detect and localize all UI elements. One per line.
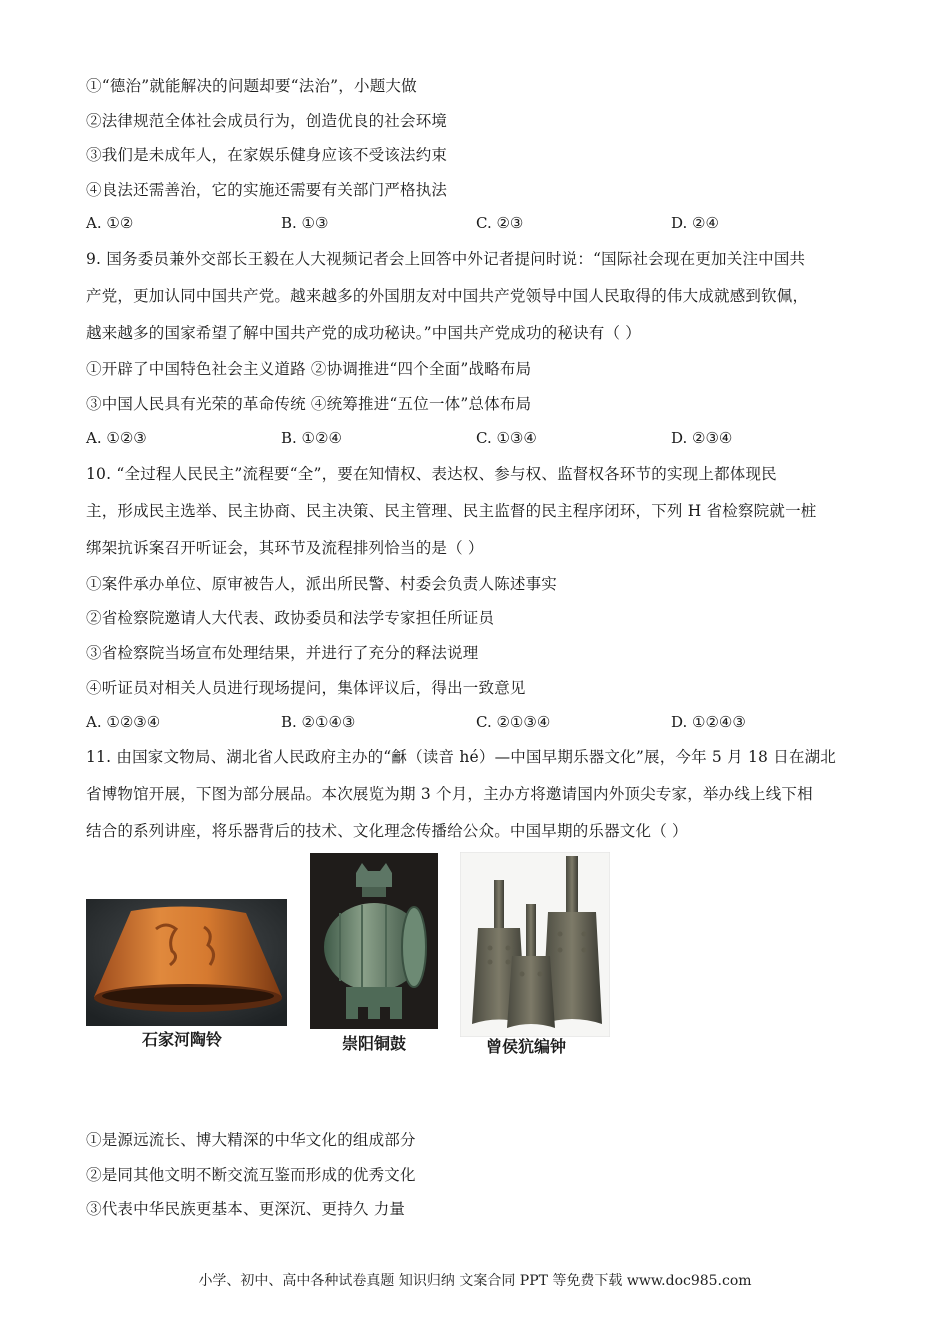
caption-chime-bells: 曾侯犺编钟 [486, 1037, 567, 1056]
bronze-drum-image [310, 853, 438, 1029]
q10-stem-line-2: 主，形成民主选举、民主协商、民主决策、民主管理、民主监督的民主程序闭环，下列 H 省检察院就一桩 [86, 502, 817, 520]
q10-option-1: ①案件承办单位、原审被告人，派出所民警、村委会负责人陈述事实 [86, 575, 558, 593]
q8-choice-a[interactable]: A. ①② [86, 214, 134, 232]
q10-choice-d[interactable]: D. ①②④③ [671, 713, 746, 731]
chime-bells-illustration [460, 852, 610, 1037]
q10-stem-line-1: 10. “全过程人民民主”流程要“全”，要在知情权、表达权、参与权、监督权各环节的实现上都体现民 [86, 465, 777, 483]
q9-stem-line-3: 越来越多的国家希望了解中国共产党的成功秘诀。”中国共产党成功的秘诀有（ ） [86, 324, 642, 342]
q11-stem-line-1: 11. 由国家文物局、湖北省人民政府主办的“龢（读音 hé）—中国早期乐器文化”展，今年 5 月 18 日在湖北 [86, 748, 837, 766]
caption-bronze-drum: 崇阳铜鼓 [342, 1034, 407, 1053]
bronze-chime-bells-image [460, 852, 610, 1037]
q8-option-2: ②法律规范全体社会成员行为，创造优良的社会环境 [86, 112, 448, 130]
q8-choices [86, 214, 866, 234]
q10-choice-b[interactable]: B. ②①④③ [281, 713, 356, 731]
q9-stem-line-2: 产党，更加认同中国共产党。越来越多的外国朋友对中国共产党领导中国人民取得的伟大成就感到钦佩， [86, 287, 809, 305]
q11-stem-line-2: 省博物馆开展，下图为部分展品。本次展览为期 3 个月，主办方将邀请国内外顶尖专家，举办线上线下相 [86, 785, 813, 803]
q8-choice-d[interactable]: D. ②④ [671, 214, 719, 232]
q10-choices [86, 713, 866, 733]
q9-stem-line-1: 9. 国务委员兼外交部长王毅在人大视频记者会上回答中外记者提问时说：“国际社会现在更加关注中国共 [86, 250, 806, 268]
page-footer: 小学、初中、高中各种试卷真题 知识归纳 文案合同 PPT 等免费下载 www.doc985.com [198, 1273, 752, 1289]
q9-choice-b[interactable]: B. ①②④ [281, 429, 342, 447]
q10-choice-c[interactable]: C. ②①③④ [476, 713, 551, 731]
q11-option-1: ①是源远流长、博大精深的中华文化的组成部分 [86, 1131, 416, 1149]
q9-options-3-4: ③中国人民具有光荣的革命传统 ④统筹推进“五位一体”总体布局 [86, 395, 532, 413]
q9-choices [86, 429, 866, 449]
pottery-bell-image [86, 899, 287, 1026]
bronze-drum-illustration [310, 853, 438, 1029]
q8-option-1: ①“德治”就能解决的问题却要“法治”，小题大做 [86, 77, 417, 95]
pottery-bell-illustration [86, 899, 287, 1026]
caption-pottery-bell: 石家河陶铃 [142, 1030, 223, 1049]
q9-options-1-2: ①开辟了中国特色社会主义道路 ②协调推进“四个全面”战略布局 [86, 360, 532, 378]
q11-option-2: ②是同其他文明不断交流互鉴而形成的优秀文化 [86, 1166, 416, 1184]
q10-stem-line-3: 绑架抗诉案召开听证会，其环节及流程排列恰当的是（ ） [86, 539, 484, 557]
q10-option-3: ③省检察院当场宣布处理结果，并进行了充分的释法说理 [86, 644, 479, 662]
q8-option-3: ③我们是未成年人，在家娱乐健身应该不受该法约束 [86, 146, 448, 164]
q9-choice-c[interactable]: C. ①③④ [476, 429, 537, 447]
q10-option-4: ④听证员对相关人员进行现场提问，集体评议后，得出一致意见 [86, 679, 526, 697]
q11-option-3: ③代表中华民族更基本、更深沉、更持久 力量 [86, 1200, 406, 1218]
q11-stem-line-3: 结合的系列讲座，将乐器背后的技术、文化理念传播给公众。中国早期的乐器文化（ ） [86, 822, 688, 840]
q8-option-4: ④良法还需善治，它的实施还需要有关部门严格执法 [86, 181, 448, 199]
q10-choice-a[interactable]: A. ①②③④ [86, 713, 161, 731]
q9-choice-d[interactable]: D. ②③④ [671, 429, 733, 447]
q8-choice-b[interactable]: B. ①③ [281, 214, 329, 232]
q8-choice-c[interactable]: C. ②③ [476, 214, 524, 232]
q10-option-2: ②省检察院邀请人大代表、政协委员和法学专家担任所证员 [86, 609, 495, 627]
q9-choice-a[interactable]: A. ①②③ [86, 429, 147, 447]
